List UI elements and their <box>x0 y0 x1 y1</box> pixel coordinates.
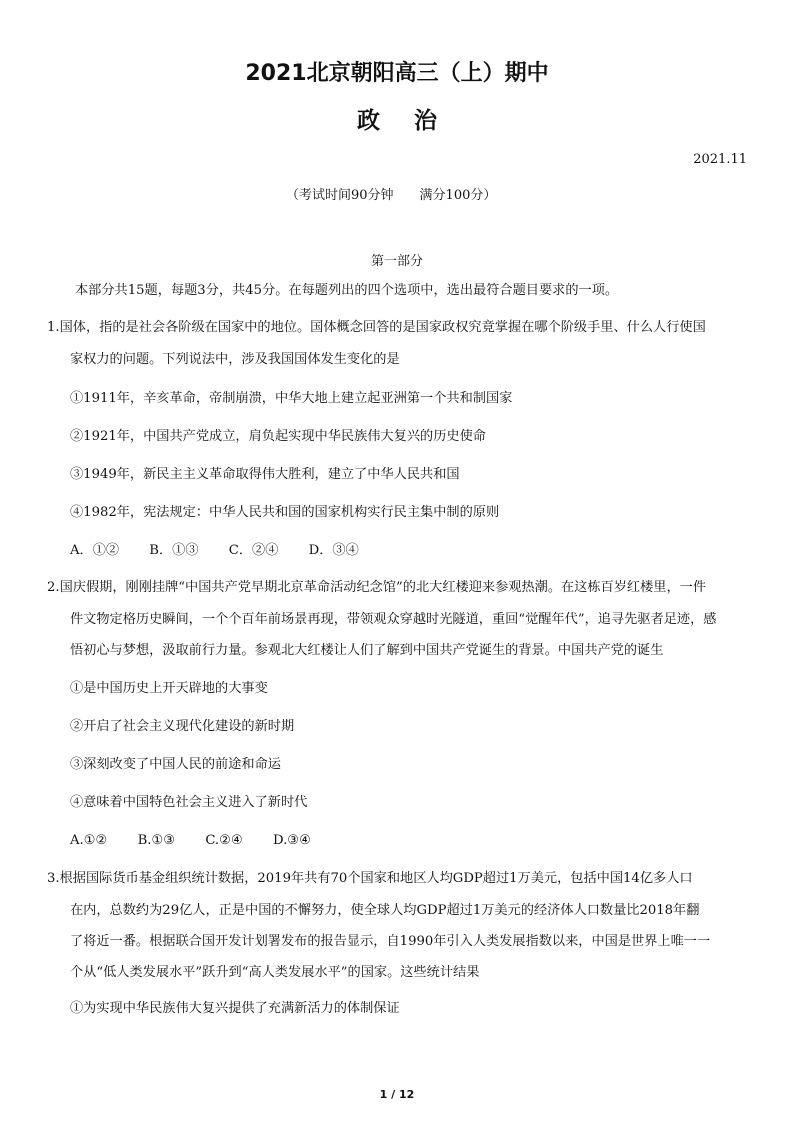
exam-date: 2021.11 <box>693 152 747 167</box>
question-1-option-3: ③1949年，新民主主义革命取得伟大胜利，建立了中华人民共和国 <box>70 467 460 482</box>
question-3-stem-line-4: 个从“低人类发展水平”跃升到“高人类发展水平”的国家。这些统计结果 <box>70 965 480 980</box>
question-2-choice-b: B.①③ <box>137 833 176 848</box>
question-2-stem-line-3: 悟初心与梦想，汲取前行力量。参观北大红楼让人们了解到中国共产党诞生的背景。中国共产党的诞生 <box>70 643 664 658</box>
question-3-stem-line-3: 了将近一番。根据联合国开发计划署发布的报告显示，自1990年引入人类发展指数以来，中国是世界上唯一一 <box>70 934 711 949</box>
exam-info: （考试时间90分钟 满分100分） <box>286 188 497 203</box>
question-2-choices <box>70 831 337 851</box>
question-1-choice-a: A．①② <box>70 543 120 558</box>
question-3-stem-line-2: 在内，总数约为29亿人，正是中国的不懈努力，使全球人均GDP超过1万美元的经济体人口数量比2018年翻 <box>70 903 700 918</box>
question-1-choices <box>70 541 385 561</box>
question-2-option-1: ①是中国历史上开天辟地的大事变 <box>70 681 268 696</box>
question-1-stem-line-2: 家权力的问题。下列说法中，涉及我国国体发生变化的是 <box>70 352 400 367</box>
document-title: 2021北京朝阳高三（上）期中 <box>245 61 549 86</box>
page-number: 1 / 12 <box>379 1088 415 1101</box>
question-2-stem-line-1: 2.国庆假期，刚刚挂牌“中国共产党早期北京革命活动纪念馆”的北大红楼迎来参观热潮。在这栋百岁红楼里，一件 <box>47 580 707 595</box>
question-1-stem-line-1: 1.国体，指的是社会各阶级在国家中的地位。国体概念回答的是国家政权究竟掌握在哪个阶级手里、什么人行使国 <box>47 320 706 335</box>
question-2-option-3: ③深刻改变了中国人民的前途和命运 <box>70 757 281 772</box>
subject-title: 政治 <box>357 108 471 134</box>
question-1-option-4: ④1982年，宪法规定：中华人民共和国的国家机构实行民主集中制的原则 <box>70 505 500 520</box>
question-1-option-2: ②1921年，中国共产党成立，肩负起实现中华民族伟大复兴的历史使命 <box>70 429 486 444</box>
question-1-choice-c: C．②④ <box>228 543 279 558</box>
question-1-option-1: ①1911年，辛亥革命，帝制崩溃，中华大地上建立起亚洲第一个共和制国家 <box>70 391 513 406</box>
section-instructions: 本部分共15题，每题3分，共45分。在每题列出的四个选项中，选出最符合题目要求的一项。 <box>75 283 619 298</box>
question-2-choice-a: A.①② <box>70 833 108 848</box>
question-1-choice-d: D．③④ <box>308 543 359 558</box>
question-2-choice-c: C.②④ <box>205 833 243 848</box>
question-3-stem-line-1: 3.根据国际货币基金组织统计数据，2019年共有70个国家和地区人均GDP超过1万美元，包括中国14亿多人口 <box>47 871 693 886</box>
question-2-stem-line-2: 件文物定格历史瞬间，一个个百年前场景再现，带领观众穿越时光隧道，重回“觉醒年代”，追寻先驱者足迹，感 <box>70 612 717 627</box>
question-3-option-1: ①为实现中华民族伟大复兴提供了充满新活力的体制保证 <box>70 1001 400 1016</box>
question-2-option-2: ②开启了社会主义现代化建设的新时期 <box>70 719 295 734</box>
question-2-choice-d: D.③④ <box>272 833 311 848</box>
question-1-choice-b: B．①③ <box>149 543 199 558</box>
section-title: 第一部分 <box>370 254 423 269</box>
question-2-option-4: ④意味着中国特色社会主义进入了新时代 <box>70 795 308 810</box>
